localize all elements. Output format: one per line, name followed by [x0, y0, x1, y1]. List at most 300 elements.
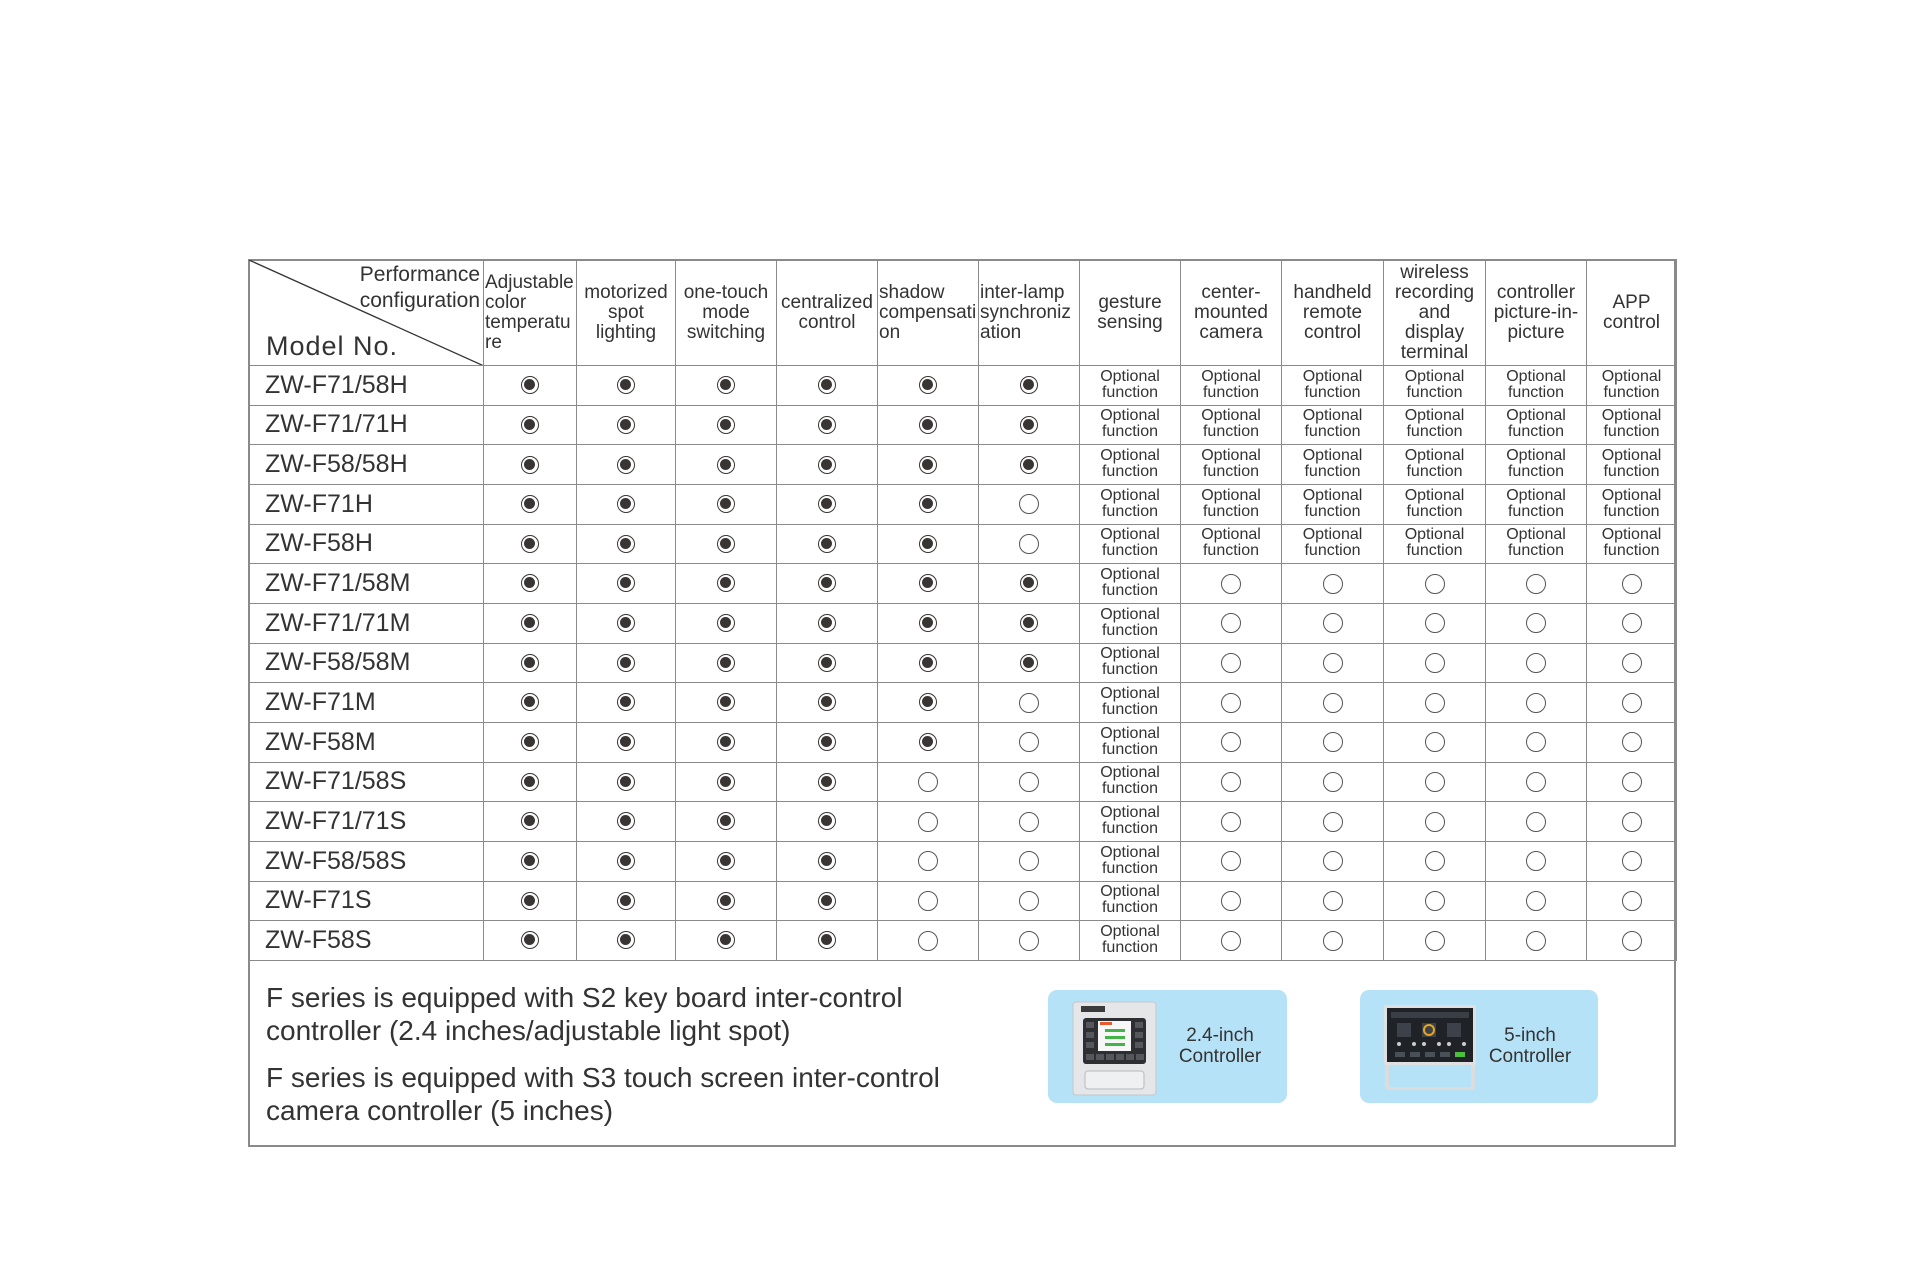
feature-cell [577, 762, 676, 802]
filled-circle-icon [521, 852, 539, 870]
feature-cell [777, 643, 878, 683]
empty-circle-icon [1323, 693, 1343, 713]
feature-cell [1080, 722, 1181, 762]
filled-circle-icon [818, 456, 836, 474]
feature-cell [1486, 683, 1587, 723]
empty-circle-icon [1526, 732, 1546, 752]
feature-cell [676, 405, 777, 445]
feature-cell [1384, 683, 1486, 723]
feature-cell [1282, 683, 1384, 723]
feature-cell [979, 484, 1080, 524]
filled-circle-icon [521, 535, 539, 553]
feature-cell [484, 445, 577, 485]
model-number-cell: ZW-F71/58H [249, 366, 484, 406]
model-number-cell: ZW-F58M [249, 722, 484, 762]
feature-cell [577, 603, 676, 643]
feature-cell [1384, 484, 1486, 524]
empty-circle-icon [1622, 931, 1642, 951]
filled-circle-icon [617, 416, 635, 434]
filled-circle-icon [717, 376, 735, 394]
filled-circle-icon [818, 614, 836, 632]
feature-cell [676, 445, 777, 485]
optional-function-text: Optional function [1302, 486, 1363, 520]
empty-circle-icon [918, 931, 938, 951]
feature-cell [1587, 484, 1677, 524]
feature-cell [1587, 802, 1677, 842]
optional-function-text: Optional function [1100, 605, 1160, 639]
optional-function-text: Optional function [1506, 447, 1566, 481]
filled-circle-icon [717, 852, 735, 870]
filled-circle-icon [919, 733, 937, 751]
feature-cell [1384, 762, 1486, 802]
empty-circle-icon [1221, 693, 1241, 713]
empty-circle-icon [1019, 732, 1039, 752]
feature-cell [1181, 762, 1282, 802]
empty-circle-icon [918, 772, 938, 792]
optional-function-text: Optional function [1100, 526, 1160, 560]
feature-cell [1486, 366, 1587, 406]
filled-circle-icon [818, 416, 836, 434]
feature-cell [1587, 643, 1677, 683]
table-row [249, 683, 1677, 723]
feature-cell [777, 683, 878, 723]
feature-cell [979, 405, 1080, 445]
filled-circle-icon [1020, 416, 1038, 434]
feature-cell [1384, 722, 1486, 762]
optional-function-text: Optional function [1404, 367, 1465, 401]
feature-cell [1282, 484, 1384, 524]
feature-cell [777, 524, 878, 564]
optional-function-text: Optional function [1201, 486, 1261, 520]
feature-cell [1282, 921, 1384, 961]
table-row [249, 564, 1677, 604]
performance-configuration-label: Performance configuration [359, 263, 480, 312]
filled-circle-icon [521, 773, 539, 791]
feature-cell [577, 881, 676, 921]
optional-function-text: Optional function [1100, 923, 1160, 957]
table-row [249, 405, 1677, 445]
filled-circle-icon [521, 733, 539, 751]
feature-cell [1587, 445, 1677, 485]
feature-cell [777, 841, 878, 881]
feature-cell [777, 802, 878, 842]
optional-function-text: Optional function [1201, 367, 1261, 401]
feature-cell [1282, 841, 1384, 881]
empty-circle-icon [1526, 653, 1546, 673]
feature-cell [878, 484, 979, 524]
filled-circle-icon [617, 773, 635, 791]
empty-circle-icon [1323, 732, 1343, 752]
filled-circle-icon [617, 535, 635, 553]
filled-circle-icon [919, 654, 937, 672]
filled-circle-icon [717, 614, 735, 632]
empty-circle-icon [1622, 574, 1642, 594]
feature-cell [1282, 445, 1384, 485]
empty-circle-icon [1323, 772, 1343, 792]
empty-circle-icon [1425, 851, 1445, 871]
feature-cell [1080, 841, 1181, 881]
column-header: motorized spot lighting [577, 260, 676, 366]
feature-cell [1181, 405, 1282, 445]
empty-circle-icon [1019, 693, 1039, 713]
feature-cell [979, 366, 1080, 406]
filled-circle-icon [818, 495, 836, 513]
feature-cell [1587, 603, 1677, 643]
feature-cell [1080, 484, 1181, 524]
optional-function-text: Optional function [1100, 764, 1160, 798]
feature-cell [1181, 683, 1282, 723]
model-number-cell: ZW-F58/58M [249, 643, 484, 683]
feature-cell [577, 524, 676, 564]
filled-circle-icon [617, 892, 635, 910]
feature-cell [1587, 762, 1677, 802]
table-row [249, 524, 1677, 564]
empty-circle-icon [1323, 931, 1343, 951]
feature-cell [1384, 524, 1486, 564]
feature-cell [1181, 366, 1282, 406]
optional-function-text: Optional function [1404, 407, 1465, 441]
empty-circle-icon [1019, 891, 1039, 911]
feature-cell [1587, 366, 1677, 406]
filled-circle-icon [521, 416, 539, 434]
filled-circle-icon [818, 773, 836, 791]
empty-circle-icon [1019, 812, 1039, 832]
feature-cell [878, 762, 979, 802]
empty-circle-icon [1526, 693, 1546, 713]
feature-cell [1282, 643, 1384, 683]
table-row [249, 802, 1677, 842]
table-row [249, 603, 1677, 643]
filled-circle-icon [521, 931, 539, 949]
table-row [249, 643, 1677, 683]
filled-circle-icon [717, 733, 735, 751]
feature-cell [577, 484, 676, 524]
feature-cell [878, 405, 979, 445]
feature-cell [1486, 445, 1587, 485]
feature-cell [1181, 722, 1282, 762]
feature-cell [777, 366, 878, 406]
feature-cell [1486, 722, 1587, 762]
filled-circle-icon [617, 376, 635, 394]
feature-cell [1587, 564, 1677, 604]
optional-function-text: Optional function [1601, 367, 1662, 401]
feature-cell [676, 762, 777, 802]
empty-circle-icon [1622, 653, 1642, 673]
empty-circle-icon [1425, 574, 1445, 594]
feature-cell [979, 603, 1080, 643]
feature-cell [1080, 921, 1181, 961]
feature-cell [676, 841, 777, 881]
feature-cell [577, 564, 676, 604]
optional-function-text: Optional function [1201, 407, 1261, 441]
feature-cell [777, 445, 878, 485]
feature-cell [1080, 524, 1181, 564]
filled-circle-icon [717, 693, 735, 711]
feature-cell [484, 405, 577, 445]
feature-cell [484, 762, 577, 802]
filled-circle-icon [521, 892, 539, 910]
feature-cell [577, 722, 676, 762]
filled-circle-icon [1020, 456, 1038, 474]
feature-cell [1181, 881, 1282, 921]
optional-function-text: Optional function [1506, 526, 1566, 560]
feature-cell [878, 921, 979, 961]
table-row [249, 366, 1677, 406]
empty-circle-icon [1526, 851, 1546, 871]
feature-cell [484, 564, 577, 604]
model-number-cell: ZW-F71H [249, 484, 484, 524]
feature-cell [979, 445, 1080, 485]
filled-circle-icon [521, 693, 539, 711]
feature-cell [979, 683, 1080, 723]
empty-circle-icon [1221, 851, 1241, 871]
feature-cell [577, 445, 676, 485]
optional-function-text: Optional function [1601, 526, 1662, 560]
optional-function-text: Optional function [1100, 367, 1160, 401]
empty-circle-icon [1323, 812, 1343, 832]
feature-cell [484, 524, 577, 564]
feature-cell [484, 484, 577, 524]
model-number-cell: ZW-F71M [249, 683, 484, 723]
feature-cell [1486, 484, 1587, 524]
feature-cell [1587, 524, 1677, 564]
filled-circle-icon [717, 574, 735, 592]
model-number-cell: ZW-F58H [249, 524, 484, 564]
feature-cell [676, 921, 777, 961]
feature-cell [979, 841, 1080, 881]
feature-cell [1080, 366, 1181, 406]
column-header: APP control [1587, 260, 1677, 366]
empty-circle-icon [1425, 613, 1445, 633]
empty-circle-icon [1425, 693, 1445, 713]
column-header: controller picture-in- picture [1486, 260, 1587, 366]
feature-cell [1181, 445, 1282, 485]
filled-circle-icon [818, 693, 836, 711]
feature-cell [676, 484, 777, 524]
feature-cell [1486, 405, 1587, 445]
empty-circle-icon [1221, 931, 1241, 951]
feature-cell [484, 921, 577, 961]
feature-cell [878, 643, 979, 683]
empty-circle-icon [918, 851, 938, 871]
optional-function-text: Optional function [1201, 447, 1261, 481]
column-header: one-touch mode switching [676, 260, 777, 366]
footer-note-s3: F series is equipped with S3 touch screen inter-control camera controller (5 inches) [266, 1062, 940, 1126]
feature-cell [1080, 881, 1181, 921]
feature-cell [1080, 564, 1181, 604]
feature-cell [1486, 841, 1587, 881]
table-row [249, 921, 1677, 961]
controller-card-5-inch [1360, 990, 1598, 1103]
feature-cell [676, 881, 777, 921]
feature-cell [1384, 643, 1486, 683]
feature-cell [1384, 405, 1486, 445]
feature-cell [1486, 564, 1587, 604]
empty-circle-icon [1425, 891, 1445, 911]
optional-function-text: Optional function [1506, 367, 1566, 401]
feature-cell [577, 683, 676, 723]
column-header: centralized control [777, 260, 878, 366]
feature-cell [1080, 683, 1181, 723]
feature-cell [1486, 921, 1587, 961]
optional-function-text: Optional function [1302, 367, 1363, 401]
empty-circle-icon [1019, 494, 1039, 514]
empty-circle-icon [1323, 574, 1343, 594]
filled-circle-icon [617, 931, 635, 949]
optional-function-text: Optional function [1100, 407, 1160, 441]
empty-circle-icon [1526, 772, 1546, 792]
feature-cell [1181, 921, 1282, 961]
filled-circle-icon [1020, 614, 1038, 632]
empty-circle-icon [1622, 812, 1642, 832]
feature-cell [878, 524, 979, 564]
feature-cell [1282, 762, 1384, 802]
feature-cell [1486, 643, 1587, 683]
feature-cell [1384, 564, 1486, 604]
empty-circle-icon [1622, 891, 1642, 911]
filled-circle-icon [717, 892, 735, 910]
feature-cell [676, 366, 777, 406]
filled-circle-icon [1020, 376, 1038, 394]
feature-cell [676, 683, 777, 723]
filled-circle-icon [818, 892, 836, 910]
feature-cell [979, 921, 1080, 961]
feature-cell [979, 881, 1080, 921]
optional-function-text: Optional function [1100, 883, 1160, 917]
filled-circle-icon [521, 812, 539, 830]
feature-cell [484, 802, 577, 842]
feature-cell [1282, 405, 1384, 445]
empty-circle-icon [1323, 653, 1343, 673]
feature-cell [777, 405, 878, 445]
table-row [249, 881, 1677, 921]
model-no-label: Model No. [266, 331, 399, 361]
filled-circle-icon [617, 614, 635, 632]
footer-note-s2: F series is equipped with S2 key board inter-control controller (2.4 inches/adjustable light spot) [266, 982, 903, 1046]
empty-circle-icon [1221, 732, 1241, 752]
feature-cell [777, 762, 878, 802]
feature-cell [1486, 603, 1587, 643]
controller-card-label: 5-inch Controller [1488, 1025, 1572, 1067]
filled-circle-icon [617, 733, 635, 751]
empty-circle-icon [1526, 891, 1546, 911]
feature-cell [1181, 643, 1282, 683]
optional-function-text: Optional function [1506, 407, 1566, 441]
filled-circle-icon [521, 614, 539, 632]
empty-circle-icon [1019, 851, 1039, 871]
feature-cell [777, 564, 878, 604]
feature-cell [777, 881, 878, 921]
optional-function-text: Optional function [1601, 447, 1662, 481]
column-header: inter-lamp synchroniz ation [979, 260, 1080, 366]
feature-cell [979, 722, 1080, 762]
feature-cell [577, 921, 676, 961]
feature-cell [1282, 881, 1384, 921]
table-row [249, 841, 1677, 881]
feature-cell [577, 841, 676, 881]
feature-cell [878, 564, 979, 604]
model-number-cell: ZW-F58S [249, 921, 484, 961]
optional-function-text: Optional function [1404, 447, 1465, 481]
feature-cell [484, 366, 577, 406]
column-header: center- mounted camera [1181, 260, 1282, 366]
empty-circle-icon [1622, 693, 1642, 713]
filled-circle-icon [818, 535, 836, 553]
filled-circle-icon [919, 495, 937, 513]
optional-function-text: Optional function [1100, 685, 1160, 719]
feature-cell [878, 722, 979, 762]
feature-cell [676, 802, 777, 842]
feature-cell [878, 881, 979, 921]
table-row [249, 722, 1677, 762]
optional-function-text: Optional function [1302, 447, 1363, 481]
filled-circle-icon [521, 376, 539, 394]
feature-cell [577, 802, 676, 842]
feature-cell [979, 762, 1080, 802]
feature-cell [1486, 802, 1587, 842]
feature-cell [777, 484, 878, 524]
feature-cell [1080, 405, 1181, 445]
feature-cell [1486, 524, 1587, 564]
feature-cell [577, 405, 676, 445]
empty-circle-icon [1425, 732, 1445, 752]
filled-circle-icon [818, 654, 836, 672]
empty-circle-icon [1019, 931, 1039, 951]
feature-cell [777, 921, 878, 961]
filled-circle-icon [521, 495, 539, 513]
empty-circle-icon [1019, 534, 1039, 554]
touchscreen-controller-icon [1383, 1004, 1478, 1090]
empty-circle-icon [1425, 772, 1445, 792]
optional-function-text: Optional function [1100, 447, 1160, 481]
feature-cell [1486, 881, 1587, 921]
optional-function-text: Optional function [1404, 486, 1465, 520]
feature-cell [979, 643, 1080, 683]
column-header: gesture sensing [1080, 260, 1181, 366]
feature-cell [1587, 683, 1677, 723]
feature-cell [1384, 921, 1486, 961]
empty-circle-icon [1425, 812, 1445, 832]
filled-circle-icon [818, 574, 836, 592]
feature-cell [979, 564, 1080, 604]
feature-cell [484, 603, 577, 643]
empty-circle-icon [1425, 653, 1445, 673]
empty-circle-icon [1221, 812, 1241, 832]
empty-circle-icon [1323, 891, 1343, 911]
feature-cell [1282, 524, 1384, 564]
feature-cell [777, 722, 878, 762]
filled-circle-icon [617, 693, 635, 711]
feature-cell [577, 643, 676, 683]
model-number-cell: ZW-F71/58M [249, 564, 484, 604]
filled-circle-icon [818, 376, 836, 394]
feature-cell [1384, 841, 1486, 881]
filled-circle-icon [617, 495, 635, 513]
filled-circle-icon [717, 495, 735, 513]
filled-circle-icon [919, 376, 937, 394]
empty-circle-icon [1526, 931, 1546, 951]
column-header: shadow compensati on [878, 260, 979, 366]
feature-cell [676, 643, 777, 683]
feature-cell [1587, 722, 1677, 762]
empty-circle-icon [1019, 772, 1039, 792]
feature-cell [1384, 802, 1486, 842]
filled-circle-icon [617, 812, 635, 830]
filled-circle-icon [617, 574, 635, 592]
feature-cell [484, 881, 577, 921]
feature-cell [484, 722, 577, 762]
feature-cell [777, 603, 878, 643]
